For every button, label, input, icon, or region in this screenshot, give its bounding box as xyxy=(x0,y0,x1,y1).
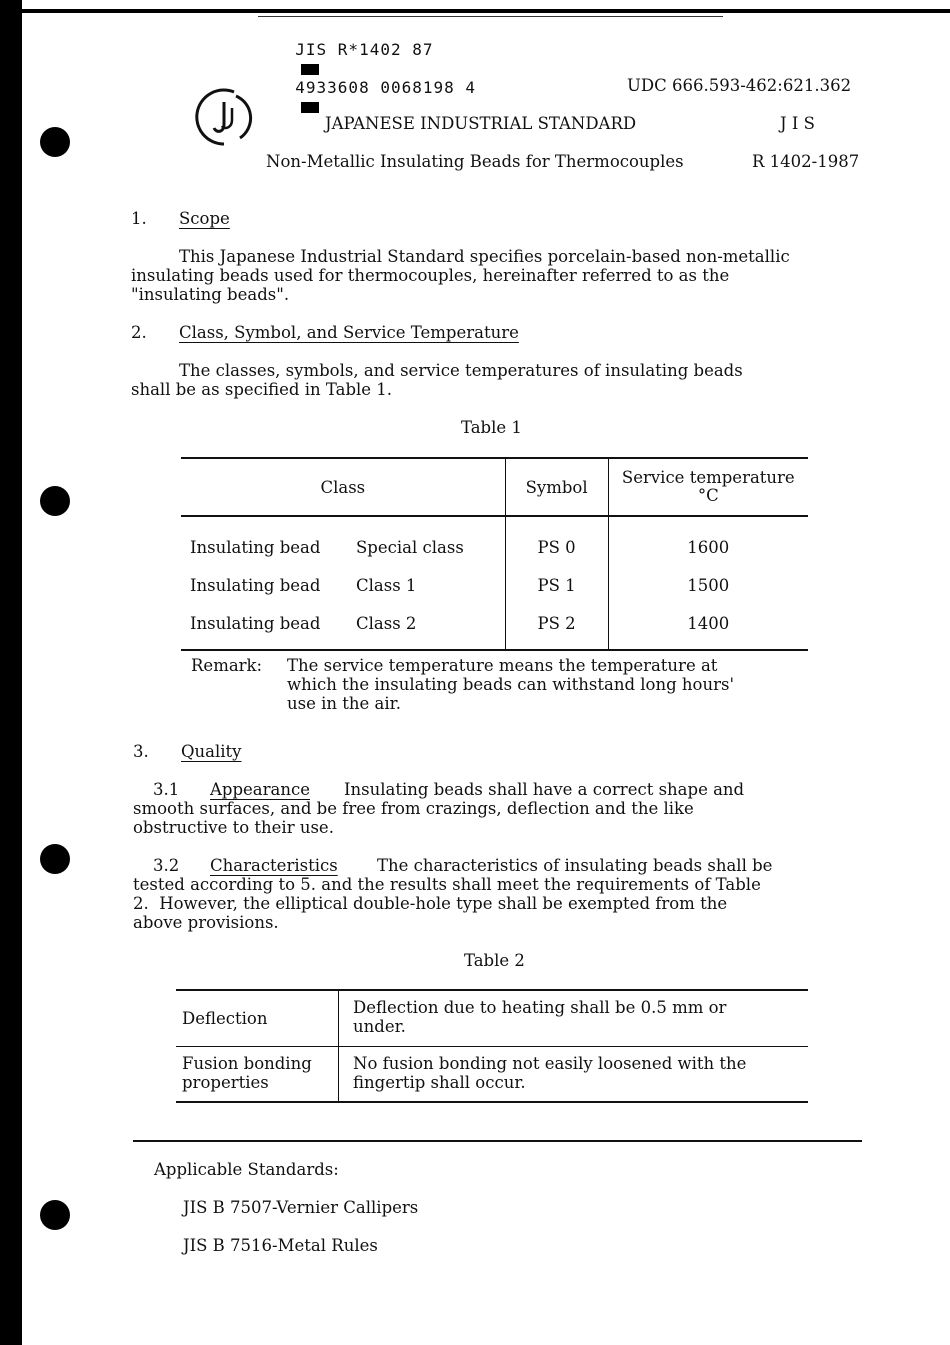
jis-label: J I S xyxy=(780,114,815,133)
cell-requirement xyxy=(339,990,809,1046)
header-temperature-label: Service temperature xyxy=(621,468,795,487)
section-3-2-line: 2. However, the elliptical double-hole type shall be exempted from the xyxy=(133,894,728,913)
punch-hole xyxy=(40,486,70,516)
table-row-spacer xyxy=(181,642,808,650)
code-line-left: JIS R*1402 87 xyxy=(295,40,434,59)
standard-label: JAPANESE INDUSTRIAL STANDARD xyxy=(325,114,637,133)
table-row xyxy=(176,1046,808,1102)
table-1-caption: Table 1 xyxy=(461,418,522,437)
applicable-standard-item: JIS B 7507-Vernier Callipers xyxy=(183,1198,419,1217)
cell-item-line: Deflection xyxy=(182,1008,268,1028)
document-title: Non-Metallic Insulating Beads for Thermocouples xyxy=(266,152,684,171)
remark-label: Remark: xyxy=(191,656,263,675)
cell-bead: Insulating bead xyxy=(190,613,321,633)
section-1-number: 1. xyxy=(131,209,147,228)
section-1-line: This Japanese Industrial Standard specifies porcelain-based non-metallic xyxy=(179,247,790,266)
cell-temperature: 1400 xyxy=(687,613,730,633)
header-symbol: Symbol xyxy=(505,458,608,516)
cell-class: Class 2 xyxy=(356,613,417,633)
cell-item-line: properties xyxy=(182,1072,269,1092)
section-2-line: shall be as specified in Table 1. xyxy=(131,380,393,399)
section-3-1-line: obstructive to their use. xyxy=(133,818,334,837)
jis-logo-icon xyxy=(194,86,258,148)
remark-line: The service temperature means the temperature at xyxy=(287,656,718,675)
section-3-2-title: Characteristics xyxy=(210,856,338,875)
cell-class: Special class xyxy=(356,537,464,557)
document-number: R 1402-1987 xyxy=(752,152,860,171)
punch-hole xyxy=(40,844,70,874)
section-3-number: 3. xyxy=(133,742,149,761)
section-3-2-line: above provisions. xyxy=(133,913,279,932)
scan-edge-bar xyxy=(0,0,22,1345)
header-temperature xyxy=(608,458,808,516)
footer-divider xyxy=(133,1140,862,1142)
code-line xyxy=(274,21,476,116)
cell-class: Class 1 xyxy=(356,575,417,595)
remark-line: use in the air. xyxy=(287,694,401,713)
code-line-right: 4933608 0068198 4 xyxy=(295,78,477,97)
applicable-standard-item: JIS B 7516-Metal Rules xyxy=(183,1236,378,1255)
scan-speck xyxy=(16,1292,20,1306)
punch-hole xyxy=(40,127,70,157)
cell-requirement-line: Deflection due to heating shall be 0.5 mm or xyxy=(353,998,727,1017)
cell-item xyxy=(176,1046,339,1102)
section-1-line: insulating beads used for thermocouples, hereinafter referred to as the xyxy=(131,266,730,285)
section-3-2-line: tested according to 5. and the results shall meet the requirements of Table xyxy=(133,875,761,894)
table-row xyxy=(181,566,808,604)
section-3-1-title: Appearance xyxy=(210,780,310,799)
cell-item-line: Fusion bonding xyxy=(182,1053,312,1073)
cell-symbol: PS 0 xyxy=(505,528,608,566)
cell-bead: Insulating bead xyxy=(190,575,321,595)
section-3-1-line: Insulating beads shall have a correct shape and xyxy=(344,780,745,799)
section-2-number: 2. xyxy=(131,323,147,342)
table-1-header-row xyxy=(181,458,808,516)
code-block-icon xyxy=(301,102,319,113)
scan-top-line xyxy=(258,16,723,17)
cell-bead: Insulating bead xyxy=(190,537,321,557)
section-1-title: Scope xyxy=(179,209,230,228)
cell-requirement-line: under. xyxy=(353,1017,406,1036)
table-2 xyxy=(176,989,808,1103)
table-row xyxy=(181,528,808,566)
section-3-1-number: 3.1 xyxy=(153,780,180,799)
cell-item xyxy=(176,990,339,1046)
scan-top-bar xyxy=(22,9,950,13)
cell-requirement-line: fingertip shall occur. xyxy=(353,1072,526,1092)
section-1-line: "insulating beads". xyxy=(131,285,290,304)
code-block-icon xyxy=(301,64,319,75)
header-class: Class xyxy=(320,477,366,497)
table-row xyxy=(176,990,808,1046)
cell-temperature: 1600 xyxy=(687,537,730,557)
punch-hole xyxy=(40,1200,70,1230)
table-row xyxy=(181,604,808,642)
section-3-1-line: smooth surfaces, and be free from crazings, deflection and the like xyxy=(133,799,694,818)
table-2-caption: Table 2 xyxy=(464,951,525,970)
cell-requirement-line: No fusion bonding not easily loosened with the xyxy=(353,1053,747,1073)
header-temperature-unit: °C xyxy=(697,486,719,505)
cell-requirement xyxy=(339,1046,809,1102)
udc-number: UDC 666.593-462:621.362 xyxy=(627,76,852,95)
section-3-2-number: 3.2 xyxy=(153,856,180,875)
section-3-title: Quality xyxy=(181,742,242,761)
table-1 xyxy=(181,457,808,651)
section-3-2-line: The characteristics of insulating beads shall be xyxy=(377,856,773,875)
cell-symbol: PS 2 xyxy=(505,604,608,642)
section-2-line: The classes, symbols, and service temperatures of insulating beads xyxy=(179,361,743,380)
cell-temperature: 1500 xyxy=(687,575,730,595)
remark-line: which the insulating beads can withstand long hours' xyxy=(287,675,734,694)
applicable-standards-title: Applicable Standards: xyxy=(154,1160,339,1179)
table-row-spacer xyxy=(181,516,808,528)
section-2-title: Class, Symbol, and Service Temperature xyxy=(179,323,519,342)
cell-symbol: PS 1 xyxy=(505,566,608,604)
